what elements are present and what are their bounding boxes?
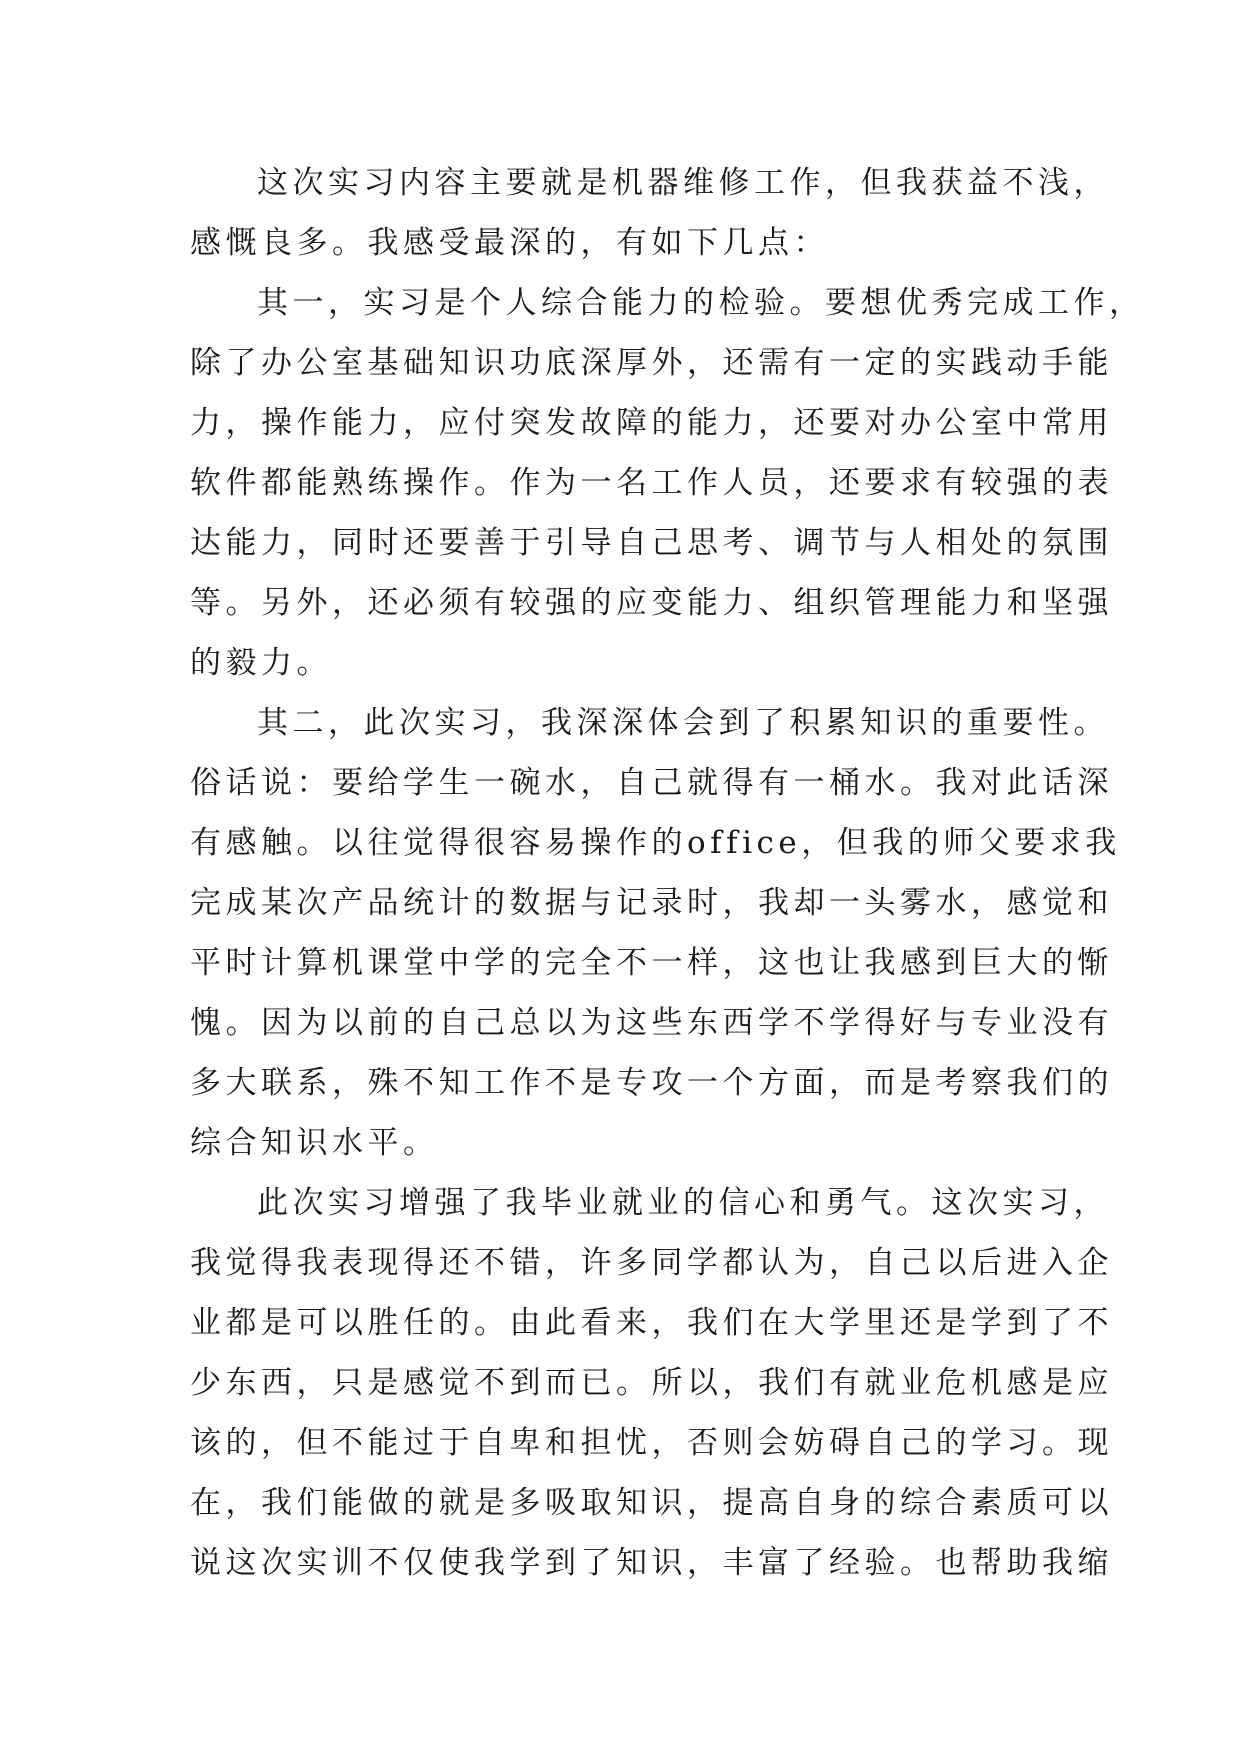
paragraph-line: 该的，但不能过于自卑和担忧，否则会妨碍自己的学习。现 bbox=[190, 1425, 1113, 1461]
paragraph-line: 这次实习内容主要就是机器维修工作，但我获益不浅， bbox=[257, 165, 1109, 201]
paragraph-line: 少东西，只是感觉不到而已。所以，我们有就业危机感是应 bbox=[190, 1365, 1113, 1401]
paragraph-line: 我觉得我表现得还不错，许多同学都认为，自己以后进入企 bbox=[190, 1245, 1113, 1281]
paragraph-line: 软件都能熟练操作。作为一名工作人员，还要求有较强的表 bbox=[190, 465, 1113, 501]
paragraph-line: 此次实习增强了我毕业就业的信心和勇气。这次实习， bbox=[257, 1185, 1109, 1221]
paragraph-line: 平时计算机课堂中学的完全不一样，这也让我感到巨大的惭 bbox=[190, 945, 1113, 981]
paragraph-line: 多大联系，殊不知工作不是专攻一个方面，而是考察我们的 bbox=[190, 1065, 1113, 1101]
paragraph-line: 业都是可以胜任的。由此看来，我们在大学里还是学到了不 bbox=[190, 1305, 1113, 1341]
paragraph-line: 说这次实训不仅使我学到了知识，丰富了经验。也帮助我缩 bbox=[190, 1545, 1113, 1581]
paragraph-line: 的毅力。 bbox=[190, 645, 332, 681]
paragraph-line: 在，我们能做的就是多吸取知识，提高自身的综合素质可以 bbox=[190, 1485, 1113, 1521]
paragraph-line: 综合知识水平。 bbox=[190, 1125, 439, 1161]
paragraph-line: 愧。因为以前的自己总以为这些东西学不学得好与专业没有 bbox=[190, 1005, 1113, 1041]
paragraph-line: 等。另外，还必须有较强的应变能力、组织管理能力和坚强 bbox=[190, 585, 1113, 621]
paragraph-line: 有感触。以往觉得很容易操作的office，但我的师父要求我 bbox=[190, 825, 1121, 861]
document-body bbox=[190, 163, 1145, 1603]
paragraph-line: 其一，实习是个人综合能力的检验。要想优秀完成工作， bbox=[257, 285, 1145, 321]
paragraph-line: 达能力，同时还要善于引导自己思考、调节与人相处的氛围 bbox=[190, 525, 1113, 561]
paragraph-line: 感慨良多。我感受最深的，有如下几点： bbox=[190, 225, 829, 261]
paragraph-line: 俗话说：要给学生一碗水，自己就得有一桶水。我对此话深 bbox=[190, 765, 1113, 801]
paragraph-line: 其二，此次实习，我深深体会到了积累知识的重要性。 bbox=[257, 705, 1109, 741]
paragraph-line: 力，操作能力，应付突发故障的能力，还要对办公室中常用 bbox=[190, 405, 1113, 441]
paragraph-line: 完成某次产品统计的数据与记录时，我却一头雾水，感觉和 bbox=[190, 885, 1113, 921]
paragraph-line: 除了办公室基础知识功底深厚外，还需有一定的实践动手能 bbox=[190, 345, 1113, 381]
